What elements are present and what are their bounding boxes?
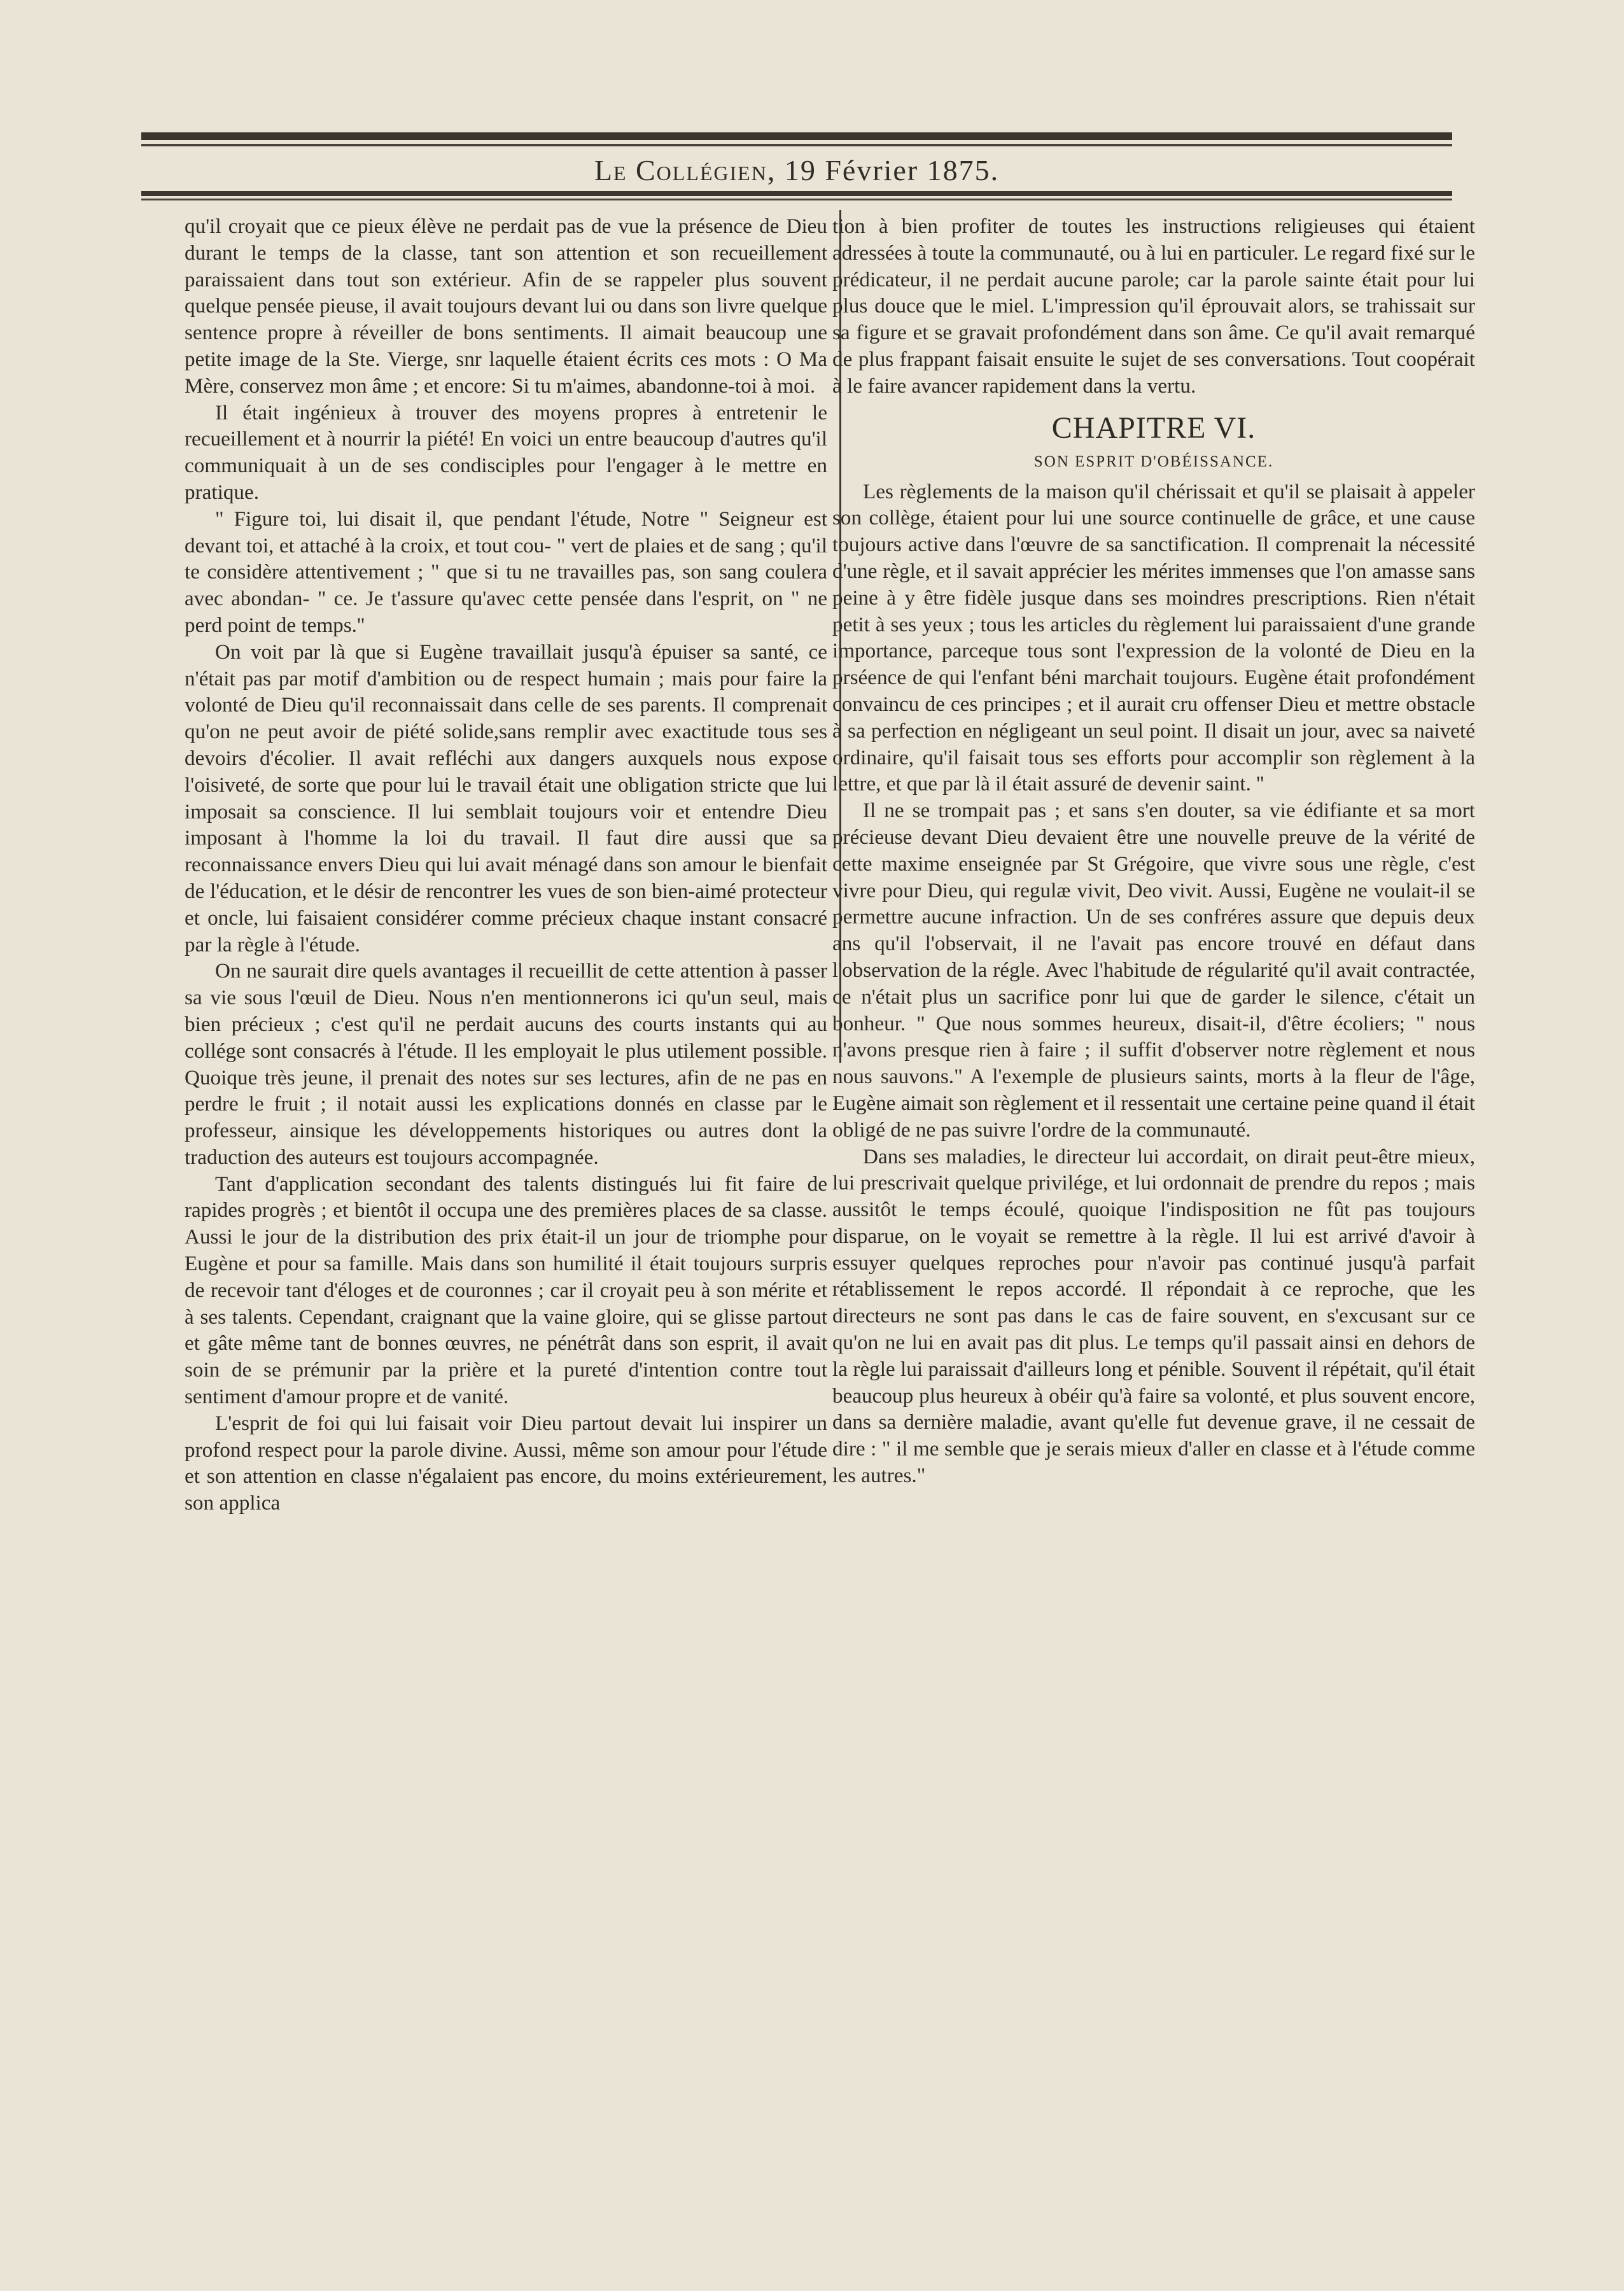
chapter-subtitle: SON ESPRIT D'OBÉISSANCE. [1033, 452, 1274, 470]
paragraph: qu'il croyait que ce pieux élève ne perdait pas de vue la présence de Dieu durant le temps de la classe, tant son attention et son recueillement paraissaient dans tout son extérieur. Afin de se rappeler plus souvent quelque pensée pieuse, il avait toujours devant lui ou dans son livre quelque sentence propre à réveiller de bons sentiments. Il aimait beaucoup une petite image de la Ste. Vierge, snr laquelle étaient écrits ces mots : O Ma Mère, conservez mon âme ; et encore: Si tu m'aimes, abandonne-toi à moi. [185, 214, 827, 398]
journal-name: Le Collégien, [594, 154, 776, 186]
paragraph: Les règlements de la maison qu'il chérissait et qu'il se plaisait à appeler son collège, étaient pour lui une source continuelle de grâce, et une cause toujours active dans l'œuvre de sa sanctification. Il comprenait la nécessité d'une règle, et il savait apprécier les mérites immenses que l'on amasse sans peine à y être fidèle jusque dans ses moindres prescriptions. Rien n'était petit à ses yeux ; tous les articles du règlement lui paraissaient d'une grande importance, parceque tous sont l'expression de la volonté de Dieu en la prséence de qui l'enfant béni marchait toujours. Eugène était profondément convaincu de ces principes ; et il aurait cru offenser Dieu et mettre obstacle à sa perfection en négligeant un seul point. Il disait un jour, avec sa naiveté ordinaire, qu'il faisait tous ses efforts pour accomplir son règlement à la lettre, et que par là il était assuré de devenir saint. '' [832, 479, 1475, 796]
masthead-rule-thick [141, 191, 1452, 196]
paragraph: Il était ingénieux à trouver des moyens propres à entretenir le recueillement et à nourrir la piété! En voici un entre beaucoup d'autres qu'il communiquait à un de ses condisciples pour l'engager à le mettre en pratique. [185, 400, 827, 504]
paragraph: On voit par là que si Eugène travaillait jusqu'à épuiser sa santé, ce n'était pas par motif d'ambition ou de respect humain ; mais pour faire la volonté de Dieu qu'il reconnaissait dans celle de ses parents. Il comprenait qu'on ne peut avoir de piété solide,sans remplir avec exactitude tous ses devoirs d'écolier. Il avait refléchi aux dangers auxquels nous expose l'oisiveté, de sorte que pour lui le travail était une obligation stricte que lui imposait sa conscience. Il lui semblait toujours voir et entendre Dieu imposant à l'homme la loi du travail. Il faut dire aussi que sa reconnaissance envers Dieu qui lui avait ménagé dans son amour le bienfait de l'éducation, et le désir de rencontrer les vues de son bien-aimé protecteur et oncle, lui faisaient considérer comme précieux chaque instant consacré par la règle à l'étude. [185, 640, 827, 956]
paragraph: L'esprit de foi qui lui faisait voir Dieu partout devait lui inspirer un profond respect pour la parole divine. Aussi, même son amour pour l'étude et son attention en classe n'égalaient pas encore, du moins extérieurement, son applica [185, 1411, 827, 1515]
paragraph: Tant d'application secondant des talents distingués lui fit faire de rapides progrès ; et bientôt il occupa une des premières places de sa classe. Aussi le jour de la distribution des prix était-il un jour de triomphe pour Eugène et pour sa famille. Mais dans son humilité il était toujours surpris de recevoir tant d'éloges et de couronnes ; car il croyait peu à son mérite et à ses talents. Cependant, craignant que la vaine gloire, qui se glisse partout et gâte même tant de bonnes œuvres, ne pénétrât dans son esprit, il avait soin de se prémunir par la prière et la pureté d'intention contre tout sentiment d'amour propre et de vanité. [185, 1172, 827, 1409]
issue-date: 19 Février 1875. [784, 154, 1000, 186]
top-rule-thick [141, 132, 1452, 140]
paragraph: Dans ses maladies, le directeur lui accordait, on dirait peut-être mieux, lui prescrivait quelque privilége, et lui ordonnait de prendre du repos ; mais aussitôt le temps écoulé, quoique l'indisposition ne fût pas toujours disparue, on le voyait se remettre à la règle. Il lui est arrivé d'avoir à essuyer quelques reproches pour n'avoir pas continué jusqu'à parfait rétablissement le repos accordé. Il répondait à ce reproche, que les directeurs ne sont pas dans le cas de faire souvent, en s'excusant sur ce qu'on ne lui en avait pas dit plus. Le temps qu'il passait ainsi en dehors de la règle lui paraissait d'ailleurs long et pénible. Souvent il répétait, qu'il était beaucoup plus heureux à obéir qu'à faire sa volonté, et plus souvent encore, dans sa dernière maladie, avant qu'elle fut devenue grave, il ne cessait de dire : " il me semble que je serais mieux d'aller en classe et à l'étude comme les autres." [832, 1144, 1475, 1488]
top-rule-thin [141, 144, 1452, 146]
paragraph: On ne saurait dire quels avantages il recueillit de cette attention à passer sa vie sous l'œuil de Dieu. Nous n'en mentionnerons ici qu'un seul, mais bien précieux ; c'est qu'il ne perdait aucuns des courts instants qui au collége sont consacrés à l'étude. Il les employait le plus utilement possible. Quoique très jeune, il prenait des notes sur ses lectures, afin de ne pas en perdre le fruit ; il notait aussi les explications donnés en classe par le professeur, ainsique les développements historiques ou autres dont la traduction des auteurs est toujours accompagnée. [185, 959, 827, 1169]
paragraph: Il ne se trompait pas ; et sans s'en douter, sa vie édifiante et sa mort précieuse devant Dieu devaient être une nouvelle preuve de la vérité de cette maxime enseignée par St Grégoire, que vivre sous une règle, c'est vivre pour Dieu, qui regulæ vivit, Deo vivit. Aussi, Eugène ne voulait-il se permettre aucune infraction. Un de ses confréres assure que depuis deux ans qu'il l'observait, il ne l'avait pas encore trouvé en défaut dans l'observation de la régle. Avec l'habitude de régularité qu'il avait contractée, ce n'était plus un sacrifice ponr lui que de garder le silence, c'était un bonheur. " Que nous sommes heureux, disait-il, d'être écoliers; " nous n'avons presque rien à faire ; il suffit d'observer notre règlement et nous nous sauvons." A l'exemple de plusieurs saints, morts à la fleur de l'âge, Eugène aimait son règlement et il ressentait une certaine peine quand il était obligé de ne pas suivre l'ordre de la communauté. [832, 799, 1475, 1142]
chapter-title: CHAPITRE VI. [1051, 410, 1256, 445]
masthead-rule-thin [141, 199, 1452, 200]
right-column [832, 213, 1475, 1489]
masthead [141, 151, 1452, 190]
paragraph: tion à bien profiter de toutes les instructions religieuses qui étaient adressées à toute la communauté, ou à lui en particuler. Le regard fixé sur le prédicateur, il ne perdait aucune parole; car la parole sainte était pour lui plus douce que le miel. L'impression qu'il éprouvait alors, se trahissait sur sa figure et se gravait profondément dans son âme. Ce qu'il avait remarqué de plus frappant faisait ensuite le sujet de ses conversations. Tout coopérait à le faire avancer rapidement dans la vertu. [832, 214, 1475, 398]
quote-paragraph: " Figure toi, lui disait il, que pendant l'étude, Notre " Seigneur est devant toi, et attaché à la croix, et tout cou- " vert de plaies et de sang ; qu'il te considère attentivement ; " que si tu ne travailles pas, son sang coulera avec abondan- " ce. Je t'assure qu'avec cette pensée dans l'esprit, on " ne perd point de temps.'' [185, 507, 827, 637]
left-column [185, 213, 827, 1517]
